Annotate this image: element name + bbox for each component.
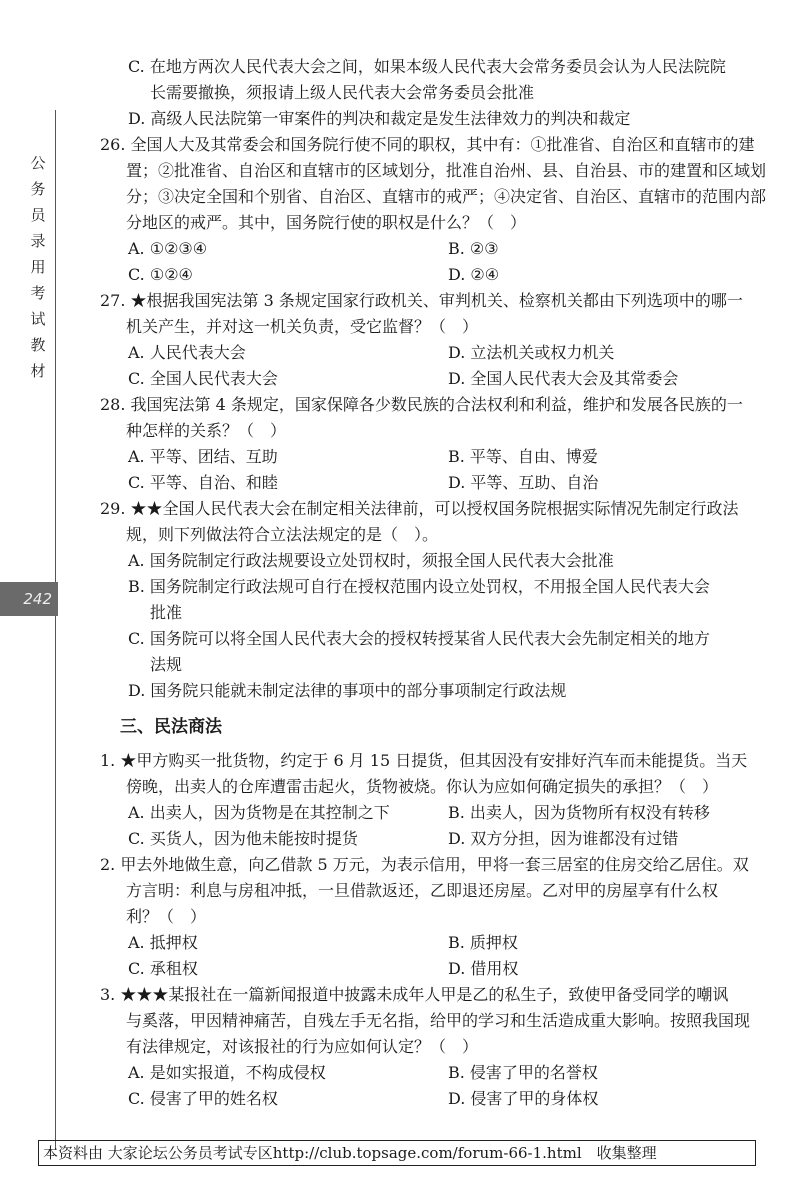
option-a: A. 人民代表大会 [128, 343, 246, 362]
question-stem-cont: 方言明：利息与房租冲抵，一旦借款返还，乙即退还房屋。乙对甲的房屋享有什么权 [126, 881, 719, 900]
question-stem-cont: 机关产生，并对这一机关负责，受它监督？（ ） [126, 317, 479, 336]
question-stem: 1. ★甲方购买一批货物，约定于 6 月 15 日提货，但其因没有安排好汽车而未能提货。当天 [100, 751, 748, 770]
option-c-continued: 法规 [150, 655, 183, 674]
question-stem: 29. ★★全国人民代表大会在制定相关法律前，可以授权国务院根据实际情况先制定行政法 [100, 499, 739, 518]
question-stem-cont: 置；②批准省、自治区和直辖市的区域划分，批准自治州、县、自治县、市的建置和区域划 [126, 161, 767, 180]
margin-rule [55, 110, 56, 1150]
question-stem-cont: 有法律规定，对该报社的行为应如何认定？（ ） [126, 1037, 479, 1056]
question-stem-cont: 规，则下列做法符合立法法规定的是（ ）。 [126, 525, 439, 544]
option-d: D. 国务院只能就未制定法律的事项中的部分事项制定行政法规 [128, 681, 567, 700]
option-d: D. ②④ [448, 265, 500, 284]
option-b: B. 国务院制定行政法规可自行在授权范围内设立处罚权，不用报全国人民代表大会 [128, 577, 710, 596]
question-25-tail [100, 54, 770, 132]
option-b: B. 出卖人，因为货物所有权没有转移 [448, 803, 710, 822]
civil-question-1 [100, 748, 770, 852]
section-heading: 三、民法商法 [120, 717, 222, 737]
option-a: A. 国务院制定行政法规要设立处罚权时，须报全国人民代表大会批准 [128, 551, 614, 570]
option-d: D. 高级人民法院第一审案件的判决和裁定是发生法律效力的判决和裁定 [128, 109, 631, 128]
option-c: C. 承租权 [128, 959, 198, 978]
option-b: B. 侵害了甲的名誉权 [448, 1063, 598, 1082]
page-number-tab: 242 [0, 582, 58, 616]
option-c-continued: 长需要撤换，须报请上级人民代表大会常务委员会批准 [150, 83, 535, 102]
question-stem-cont: 分地区的戒严。其中，国务院行使的职权是什么？（ ） [126, 213, 527, 232]
option-c: C. 侵害了甲的姓名权 [128, 1089, 278, 1108]
option-c: C. ①②④ [128, 265, 193, 284]
option-c: C. 全国人民代表大会 [128, 369, 278, 388]
option-d: D. 全国人民代表大会及其常委会 [448, 369, 679, 388]
option-d: D. 双方分担，因为谁都没有过错 [448, 829, 679, 848]
question-stem: 2. 甲去外地做生意，向乙借款 5 万元，为表示信用，甲将一套三居室的住房交给乙居住。双 [100, 855, 749, 874]
option-a: A. ①②③④ [128, 239, 208, 258]
civil-question-3 [100, 982, 770, 1112]
question-28 [100, 392, 770, 496]
option-b-continued: 批准 [150, 603, 183, 622]
question-27 [100, 288, 770, 392]
option-d: D. 侵害了甲的身体权 [448, 1089, 599, 1108]
question-stem: 27. ★根据我国宪法第 3 条规定国家行政机关、审判机关、检察机关都由下列选项中的哪一 [100, 291, 743, 310]
option-a: A. 是如实报道，不构成侵权 [128, 1063, 326, 1082]
question-29 [100, 496, 770, 704]
question-stem: 28. 我国宪法第 4 条规定，国家保障各少数民族的合法权利和利益，维护和发展各民族的一 [100, 395, 743, 414]
question-stem-cont: 与奚落，甲因精神痛苦，自残左手无名指，给甲的学习和生活造成重大影响。按照我国现 [126, 1011, 751, 1030]
option-a: A. 抵押权 [128, 933, 198, 952]
option-c: C. 在地方两次人民代表大会之间，如果本级人民代表大会常务委员会认为人民法院院 [128, 57, 726, 76]
option-b: B. 质押权 [448, 933, 518, 952]
option-c: C. 买货人，因为他未能按时提货 [128, 829, 358, 848]
option-b: B. ②③ [448, 239, 499, 258]
page-content [100, 54, 770, 1112]
question-stem-cont: 利？（ ） [126, 907, 207, 926]
question-stem: 3. ★★★某报社在一篇新闻报道中披露未成年人甲是乙的私生子，致使甲备受同学的嘲讽 [100, 985, 729, 1004]
option-c: C. 平等、自治、和睦 [128, 473, 278, 492]
option-a: A. 平等、团结、互助 [128, 447, 278, 466]
option-d: D. 借用权 [448, 959, 519, 978]
option-b: D. 立法机关或权力机关 [448, 343, 615, 362]
option-b: B. 平等、自由、博爱 [448, 447, 598, 466]
question-stem: 26. 全国人大及其常委会和国务院行使不同的职权，其中有：①批准省、自治区和直辖市的建 [100, 135, 755, 154]
question-26 [100, 132, 770, 288]
question-stem-cont: 傍晚，出卖人的仓库遭雷击起火，货物被烧。你认为应如何确定损失的承担？（ ） [126, 777, 719, 796]
question-stem-cont: 分；③决定全国和个别省、自治区、直辖市的戒严；④决定省、自治区、直辖市的范围内部 [126, 187, 767, 206]
option-a: A. 出卖人，因为货物是在其控制之下 [128, 803, 390, 822]
option-c: C. 国务院可以将全国人民代表大会的授权转授某省人民代表大会先制定相关的地方 [128, 629, 710, 648]
book-series-label: 公务员录用考试教材 [30, 154, 46, 380]
option-d: D. 平等、互助、自治 [448, 473, 599, 492]
civil-question-2 [100, 852, 770, 982]
question-stem-cont: 种怎样的关系？（ ） [126, 421, 287, 440]
source-footer: 本资料由 大家论坛公务员考试专区http://club.topsage.com/forum-66-1.html 收集整理 [38, 1140, 756, 1166]
